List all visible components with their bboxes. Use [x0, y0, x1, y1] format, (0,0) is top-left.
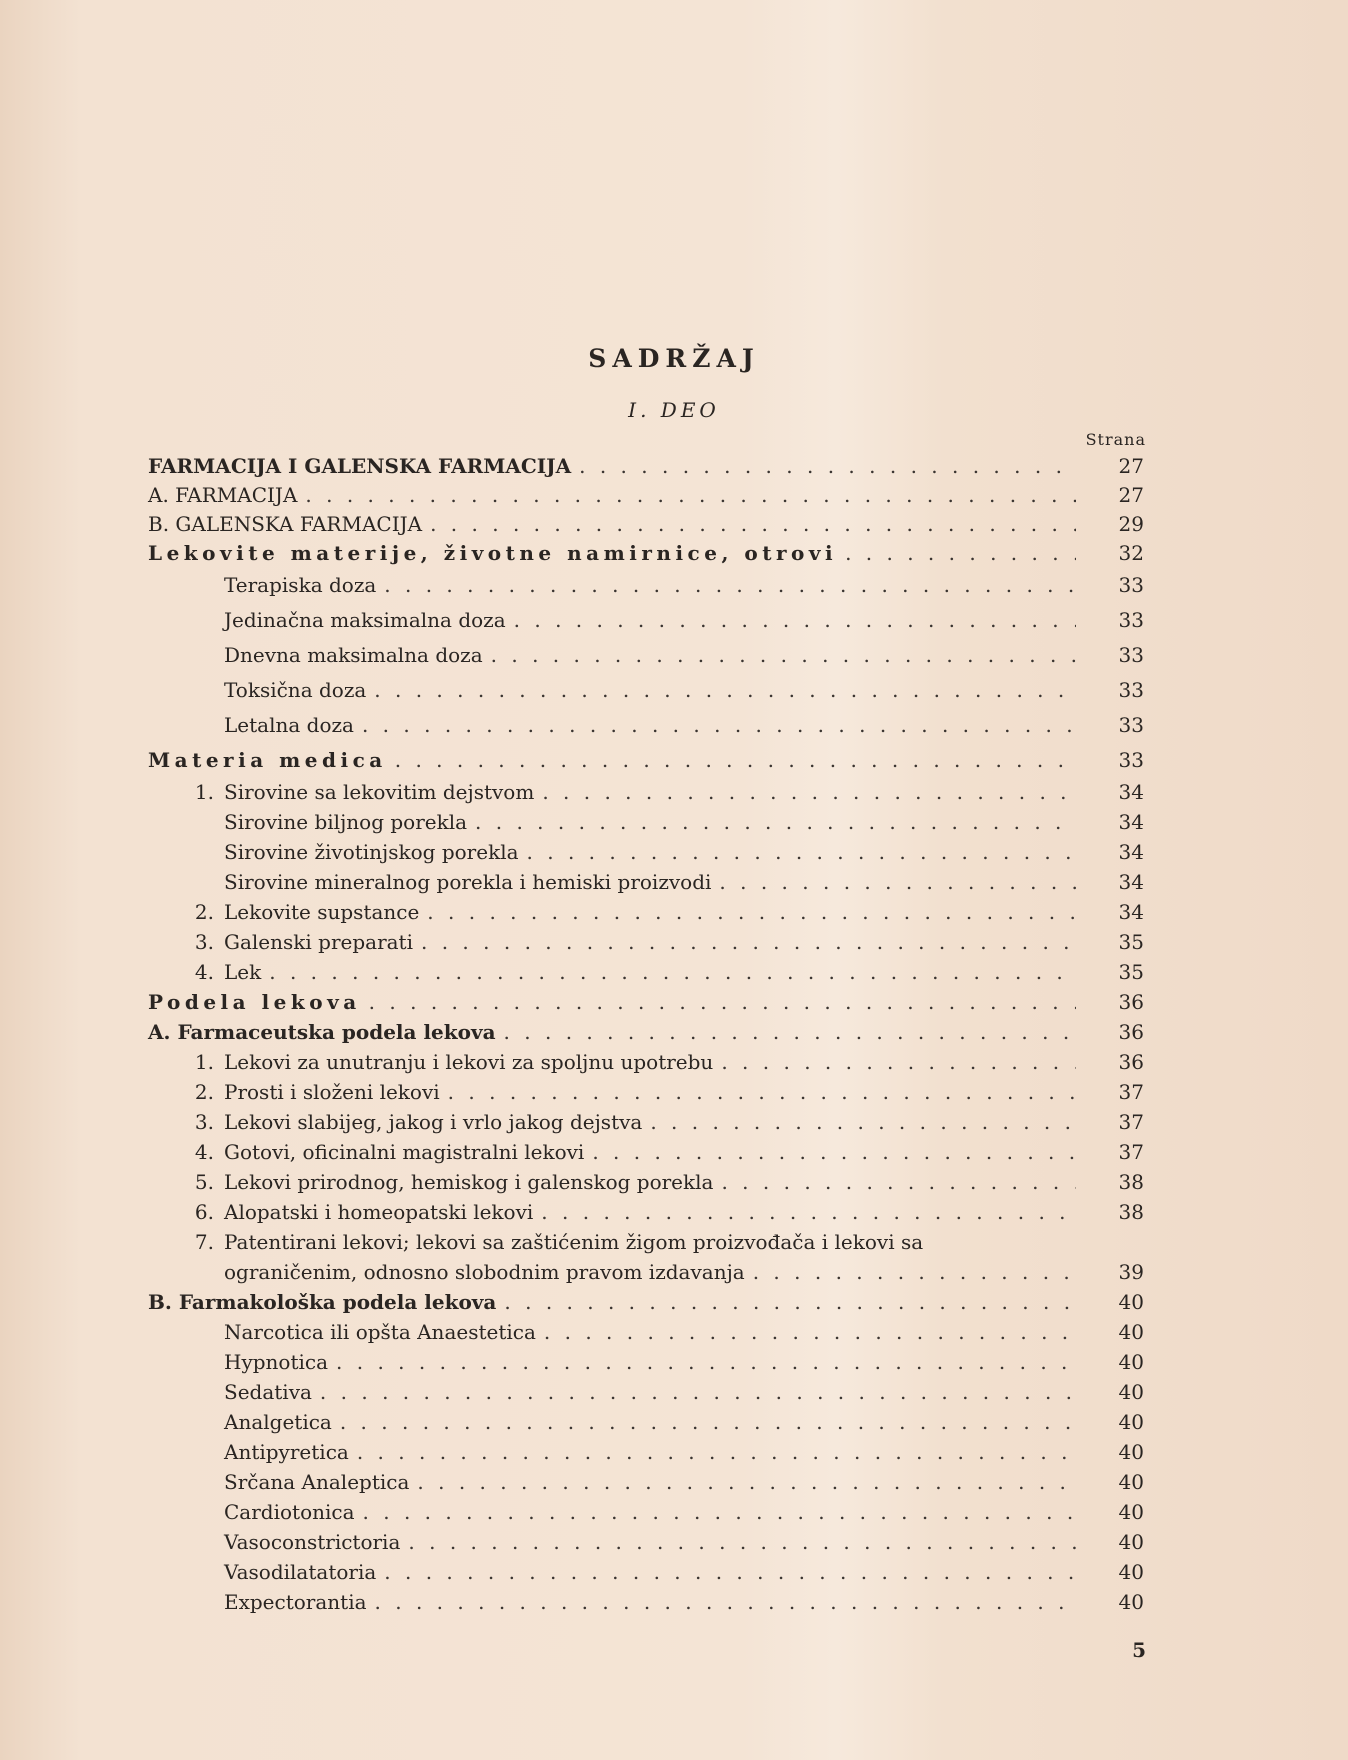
- toc-entry-title: Sedativa: [224, 1380, 312, 1404]
- toc-entry-page: 40: [1118, 1350, 1144, 1374]
- dot-leader: [384, 1558, 1076, 1586]
- toc-entry: [0, 1318, 1348, 1346]
- dot-leader: [514, 606, 1076, 634]
- toc-entry: [0, 898, 1348, 926]
- toc-entry: [0, 1348, 1348, 1376]
- toc-entry-page: 40: [1118, 1590, 1144, 1614]
- toc-entry-page: 33: [1118, 643, 1144, 667]
- toc-entry-title: B. GALENSKA FARMACIJA: [148, 512, 423, 536]
- toc-entry-title: Patentirani lekovi; lekovi sa zaštićenim žigom proizvođača i lekovi sa: [224, 1230, 924, 1254]
- dot-leader: [845, 539, 1076, 567]
- toc-entry: [0, 539, 1348, 567]
- toc-entry-page: 33: [1118, 748, 1144, 772]
- dot-leader: [357, 1438, 1076, 1466]
- dot-leader: [719, 868, 1076, 896]
- dot-leader: [408, 1528, 1076, 1556]
- toc-entry-title: Galenski preparati: [224, 930, 413, 954]
- toc-entry-title: ograničenim, odnosno slobodnim pravom izdavanja: [224, 1260, 745, 1284]
- toc-entry-title: Lekovi slabijeg, jakog i vrlo jakog dejstva: [224, 1110, 643, 1134]
- toc-entry-page: 40: [1118, 1560, 1144, 1584]
- toc-entry-number: 2.: [194, 900, 214, 924]
- toc-entry-page: 34: [1118, 870, 1144, 894]
- toc-entry-number: 4.: [194, 1140, 214, 1164]
- toc-entry: [0, 1198, 1348, 1226]
- part-heading: I. DEO: [628, 398, 720, 422]
- dot-leader: [491, 641, 1076, 669]
- toc-entry: [0, 1228, 1348, 1256]
- toc-entry-title: Lekovi prirodnog, hemiskog i galenskog porekla: [224, 1170, 714, 1194]
- toc-entry: [0, 1528, 1348, 1556]
- toc-entry-title: Sirovine mineralnog porekla i hemiski proizvodi: [224, 870, 712, 894]
- toc-entry-page: 38: [1118, 1170, 1144, 1194]
- toc-entry: [0, 641, 1348, 669]
- toc-entry-page: 37: [1118, 1110, 1144, 1134]
- toc-entry: [0, 510, 1348, 538]
- dot-leader: [542, 778, 1076, 806]
- toc-entry: [0, 928, 1348, 956]
- toc-entry-title: Srčana Analeptica: [224, 1470, 410, 1494]
- toc-entry-page: 40: [1118, 1410, 1144, 1434]
- toc-entry-number: 1.: [194, 780, 214, 804]
- toc-entry-page: 36: [1118, 990, 1144, 1014]
- page-title: SADRŽAJ: [588, 344, 760, 373]
- toc-entry-page: 33: [1118, 573, 1144, 597]
- toc-entry: [0, 676, 1348, 704]
- dot-leader: [384, 571, 1076, 599]
- dot-leader: [753, 1258, 1076, 1286]
- toc-entry-title: A. Farmaceutska podela lekova: [148, 1020, 496, 1044]
- dot-leader: [430, 510, 1076, 538]
- toc-entry-page: 40: [1118, 1440, 1144, 1464]
- toc-entry: [0, 1138, 1348, 1166]
- toc-entry: [0, 481, 1348, 509]
- toc-entry-title: Vasodilatatoria: [224, 1560, 377, 1584]
- toc-entry-number: 1.: [194, 1050, 214, 1074]
- toc-entry-page: 33: [1118, 678, 1144, 702]
- toc-entry: [0, 1438, 1348, 1466]
- toc-entry-number: 3.: [194, 1110, 214, 1134]
- toc-entry-title: FARMACIJA I GALENSKA FARMACIJA: [148, 454, 572, 478]
- toc-entry-page: 38: [1118, 1200, 1144, 1224]
- toc-entry: [0, 1408, 1348, 1436]
- toc-entry-title: Terapiska doza: [224, 573, 377, 597]
- toc-entry: [0, 1288, 1348, 1316]
- toc-entry-page: 36: [1118, 1020, 1144, 1044]
- toc-entry: [0, 606, 1348, 634]
- toc-entry-page: 34: [1118, 840, 1144, 864]
- toc-entry-title: Dnevna maksimalna doza: [224, 643, 483, 667]
- toc-entry-number: 6.: [194, 1200, 214, 1224]
- toc-entry-page: 37: [1118, 1080, 1144, 1104]
- dot-leader: [395, 746, 1076, 774]
- toc-entry-title: Antipyretica: [224, 1440, 349, 1464]
- dot-leader: [504, 1288, 1076, 1316]
- page-column-header: Strana: [1085, 430, 1146, 449]
- dot-leader: [541, 1198, 1076, 1226]
- toc-entry: [0, 1168, 1348, 1196]
- toc-entry-title: Lekovite supstance: [224, 900, 420, 924]
- toc-entry: [0, 778, 1348, 806]
- toc-entry: [0, 1378, 1348, 1406]
- toc-entry-title: Prosti i složeni lekovi: [224, 1080, 440, 1104]
- toc-entry-page: 34: [1118, 780, 1144, 804]
- toc-entry-page: 39: [1118, 1260, 1144, 1284]
- dot-leader: [369, 988, 1076, 1016]
- toc-entry-number: 5.: [194, 1170, 214, 1194]
- toc-entry-title: Hypnotica: [224, 1350, 329, 1374]
- toc-entry: [0, 1078, 1348, 1106]
- dot-leader: [269, 958, 1076, 986]
- toc-entry: [0, 746, 1348, 774]
- toc-entry-page: 27: [1118, 454, 1144, 478]
- toc-entry-page: 40: [1118, 1320, 1144, 1344]
- toc-entry: [0, 1588, 1348, 1616]
- toc-entry-title: Cardiotonica: [224, 1500, 355, 1524]
- dot-leader: [375, 1588, 1076, 1616]
- toc-entry-title: Analgetica: [224, 1410, 332, 1434]
- dot-leader: [363, 1498, 1076, 1526]
- toc-entry-page: 33: [1118, 608, 1144, 632]
- toc-entry-page: 34: [1118, 810, 1144, 834]
- toc-entry: [0, 1558, 1348, 1586]
- dot-leader: [421, 928, 1076, 956]
- toc-entry-title: Vasoconstrictoria: [224, 1530, 401, 1554]
- toc-entry-number: 7.: [194, 1230, 214, 1254]
- toc-entry: [0, 958, 1348, 986]
- toc-entry-title: Jedinačna maksimalna doza: [224, 608, 506, 632]
- dot-leader: [320, 1378, 1076, 1406]
- toc-entry: [0, 452, 1348, 480]
- toc-entry-title: A. FARMACIJA: [148, 483, 298, 507]
- dot-leader: [475, 808, 1076, 836]
- toc-entry-page: 40: [1118, 1290, 1144, 1314]
- toc-entry-title: Lekovite materije, životne namirnice, otrovi: [148, 541, 838, 565]
- toc-entry-page: 37: [1118, 1140, 1144, 1164]
- toc-entry: [0, 711, 1348, 739]
- dot-leader: [579, 452, 1076, 480]
- toc-entry-title: Lek: [224, 960, 262, 984]
- toc-entry-number: 3.: [194, 930, 214, 954]
- toc-entry-title: Materia medica: [148, 748, 387, 772]
- toc-entry-title: Expectorantia: [224, 1590, 367, 1614]
- dot-leader: [721, 1048, 1076, 1076]
- dot-leader: [592, 1138, 1076, 1166]
- dot-leader: [721, 1168, 1076, 1196]
- toc-entry: [0, 1108, 1348, 1136]
- toc-entry: [0, 988, 1348, 1016]
- toc-entry-title: Sirovine životinjskog porekla: [224, 840, 519, 864]
- toc-entry-title: Toksična doza: [224, 678, 367, 702]
- toc-entry-title: Sirovine biljnog porekla: [224, 810, 468, 834]
- toc-entry-page: 34: [1118, 900, 1144, 924]
- dot-leader: [544, 1318, 1076, 1346]
- toc-entry-title: Sirovine sa lekovitim dejstvom: [224, 780, 535, 804]
- dot-leader: [362, 711, 1076, 739]
- toc-entry-number: 2.: [194, 1080, 214, 1104]
- toc-entry-title: Podela lekova: [148, 990, 361, 1014]
- toc-entry-page: 27: [1118, 483, 1144, 507]
- toc-entry-page: 29: [1118, 512, 1144, 536]
- toc-entry-page: 40: [1118, 1530, 1144, 1554]
- dot-leader: [448, 1078, 1076, 1106]
- toc-entry: [0, 838, 1348, 866]
- dot-leader: [427, 898, 1076, 926]
- toc-entry-title: Gotovi, oficinalni magistralni lekovi: [224, 1140, 585, 1164]
- dot-leader: [527, 838, 1076, 866]
- dot-leader: [374, 676, 1076, 704]
- toc-entry-page: 36: [1118, 1050, 1144, 1074]
- toc-entry: [0, 571, 1348, 599]
- toc-entry-title: Alopatski i homeopatski lekovi: [224, 1200, 534, 1224]
- dot-leader: [650, 1108, 1076, 1136]
- toc-entry-title: Narcotica ili opšta Anaestetica: [224, 1320, 536, 1344]
- toc-entry-number: 4.: [194, 960, 214, 984]
- toc-entry-title: B. Farmakološka podela lekova: [148, 1290, 497, 1314]
- toc-entry-title: Lekovi za unutranju i lekovi za spoljnu upotrebu: [224, 1050, 714, 1074]
- page-number: 5: [1132, 1638, 1146, 1662]
- dot-leader: [417, 1468, 1076, 1496]
- toc-entry-title: Letalna doza: [224, 713, 354, 737]
- toc-entry-page: 35: [1118, 930, 1144, 954]
- dot-leader: [504, 1018, 1076, 1046]
- toc-entry: [0, 1258, 1348, 1286]
- toc-entry-page: 40: [1118, 1380, 1144, 1404]
- toc-entry: [0, 1018, 1348, 1046]
- toc-entry: [0, 1468, 1348, 1496]
- toc-entry-page: 40: [1118, 1500, 1144, 1524]
- toc-entry-page: 32: [1118, 541, 1144, 565]
- toc-entry: [0, 808, 1348, 836]
- dot-leader: [340, 1408, 1076, 1436]
- toc-entry: [0, 1048, 1348, 1076]
- dot-leader: [305, 481, 1076, 509]
- toc-entry-page: 35: [1118, 960, 1144, 984]
- toc-entry: [0, 1498, 1348, 1526]
- toc-entry-page: 33: [1118, 713, 1144, 737]
- dot-leader: [336, 1348, 1076, 1376]
- toc-entry-page: 40: [1118, 1470, 1144, 1494]
- toc-entry: [0, 868, 1348, 896]
